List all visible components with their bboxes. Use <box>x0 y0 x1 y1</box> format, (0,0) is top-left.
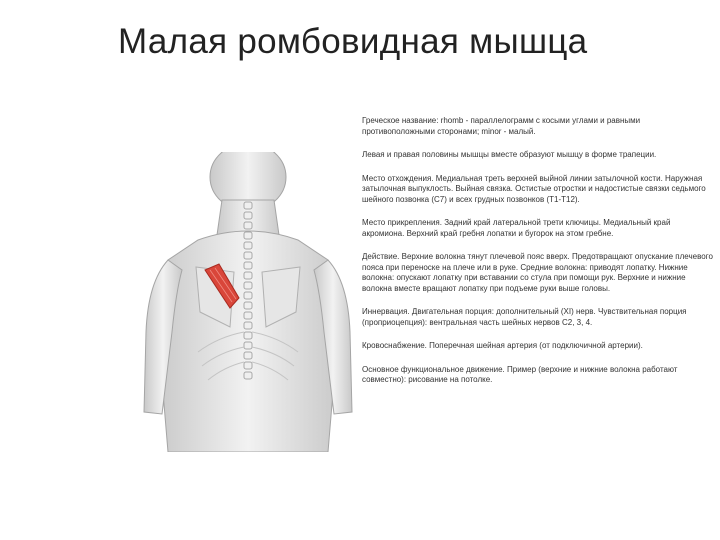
paragraph-insertion: Место прикрепления. Задний край латеральной трети ключицы. Медиальный край акромиона. Верхний край гребня лопатки и бугорок на этом гребне. <box>362 218 671 238</box>
paragraph-blood-supply: Кровоснабжение. Поперечная шейная артерия (от подключичной артерии). <box>362 341 643 350</box>
anatomy-illustration <box>138 152 358 452</box>
slide-title: Малая ромбовидная мышца <box>118 22 588 61</box>
paragraph-origin: Место отхождения. Медиальная треть верхней выйной линии затылочной кости. Наружная затылочная выпуклость. Выйная связка. Остистые отростки и надостистые связки седьмого шейного позвонка (С7) и всех грудных позвонков (Т1-Т12). <box>362 173 706 204</box>
paragraph-name-origin: Греческое название: rhomb - параллелограмм с косыми углами и равными противоположными сторонами; minor - малый. <box>362 116 641 136</box>
paragraph-functional-movement: Основное функциональное движение. Пример (верхние и нижние волокна работают совместно): рисование на потолке. <box>362 364 678 384</box>
paragraph-action: Действие. Верхние волокна тянут плечевой пояс вверх. Предотвращают опускание плечевого пояса при переноске на плече или в руке. Средние волокна: приводят лопатку. Нижние волокна: опускают лопатку при вставании со стула при помощи рук. Верхние и нижние волокна вместе вращают лопатку при подъеме руки выше головы. <box>362 252 713 293</box>
description-column <box>362 116 714 399</box>
paragraph-innervation: Иннервация. Двигательная порция: дополнительный (XI) нерв. Чувствительная порция (проприоцепция): вентральная часть шейных нервов С2, 3, 4. <box>362 307 687 327</box>
back-anatomy-icon <box>138 152 358 452</box>
paragraph-shape: Левая и правая половины мышцы вместе образуют мышцу в форме трапеции. <box>362 150 657 159</box>
